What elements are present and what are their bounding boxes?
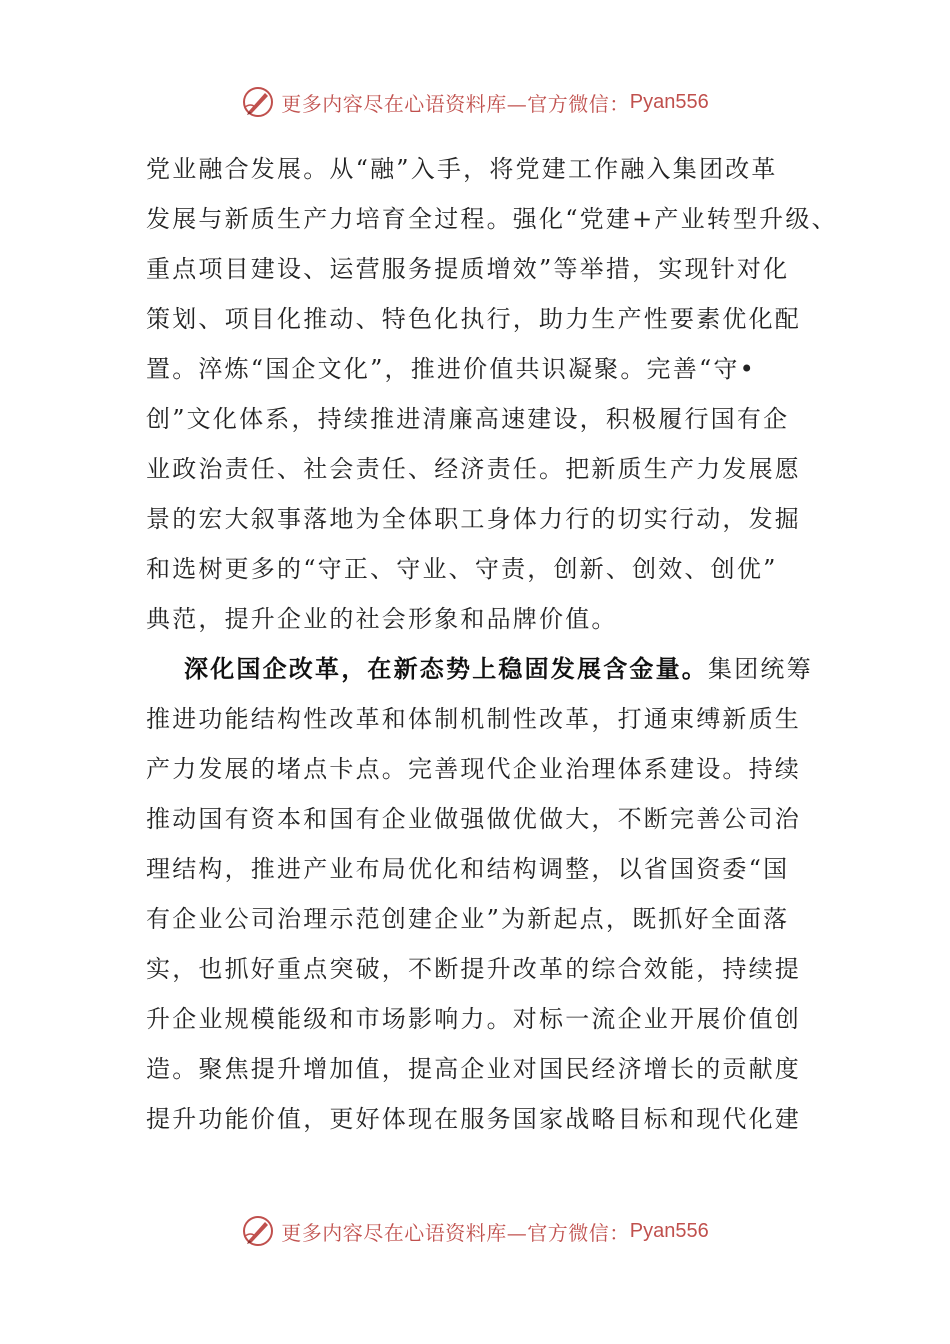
section-heading-rest: 集团统筹 <box>708 655 813 683</box>
banner-wechat-id: Pyan556 <box>629 90 709 113</box>
paragraph-line: 景的宏大叙事落地为全体职工身体力行的切实行动，发掘 <box>146 505 801 533</box>
paragraph-line: 推进功能结构性改革和体制机制性改革，打通束缚新质生 <box>146 705 801 733</box>
footer-banner <box>0 1211 950 1251</box>
paragraph-line: 和选树更多的“守正、守业、守责，创新、创效、创优” <box>146 555 778 583</box>
document-body <box>146 144 838 1144</box>
paragraph-line: 策划、项目化推动、特色化执行，助力生产性要素优化配 <box>146 305 801 333</box>
paragraph-line: 有企业公司治理示范创建企业”为新起点，既抓好全面落 <box>146 905 790 933</box>
paragraph-line: 造。聚焦提升增加值，提高企业对国民经济增长的贡献度 <box>146 1055 801 1083</box>
paragraph-line: 产力发展的堵点卡点。完善现代企业治理体系建设。持续 <box>146 755 801 783</box>
paragraph-line: 提升功能价值，更好体现在服务国家战略目标和现代化建 <box>146 1105 801 1133</box>
paragraph-line: 理结构，推进产业布局优化和结构调整，以省国资委“国 <box>146 855 790 883</box>
banner-wechat-id: Pyan556 <box>629 1219 709 1242</box>
paragraph-line: 升企业规模能级和市场影响力。对标一流企业开展价值创 <box>146 1005 801 1033</box>
paragraph-line: 业政治责任、社会责任、经济责任。把新质生产力发展愿 <box>146 455 801 483</box>
paragraph-line: 重点项目建设、运营服务提质增效”等举措，实现针对化 <box>146 255 790 283</box>
paragraph-line: 实，也抓好重点突破，不断提升改革的综合效能，持续提 <box>146 955 801 983</box>
paragraph-line: 创”文化体系，持续推进清廉高速建设，积极履行国有企 <box>146 405 790 433</box>
paragraph-line: 置。淬炼“国企文化”，推进价值共识凝聚。完善“守• <box>146 355 756 383</box>
paragraph-line: 典范，提升企业的社会形象和品牌价值。 <box>146 605 618 633</box>
pen-logo-icon <box>241 1214 275 1248</box>
header-banner <box>0 82 950 122</box>
paragraph-line: 发展与新质生产力培育全过程。强化“党建+产业转型升级、 <box>146 205 838 233</box>
banner-text: 更多内容尽在心语资料库—官方微信： <box>281 1220 630 1245</box>
paragraph-line: 党业融合发展。从“融”入手，将党建工作融入集团改革 <box>146 155 778 183</box>
banner-text: 更多内容尽在心语资料库—官方微信： <box>281 91 630 116</box>
section-heading: 深化国企改革，在新态势上稳固发展含金量。 <box>184 654 708 683</box>
paragraph-line: 推动国有资本和国有企业做强做优做大，不断完善公司治 <box>146 805 801 833</box>
section-heading-line <box>146 644 816 694</box>
pen-logo-icon <box>241 85 275 119</box>
